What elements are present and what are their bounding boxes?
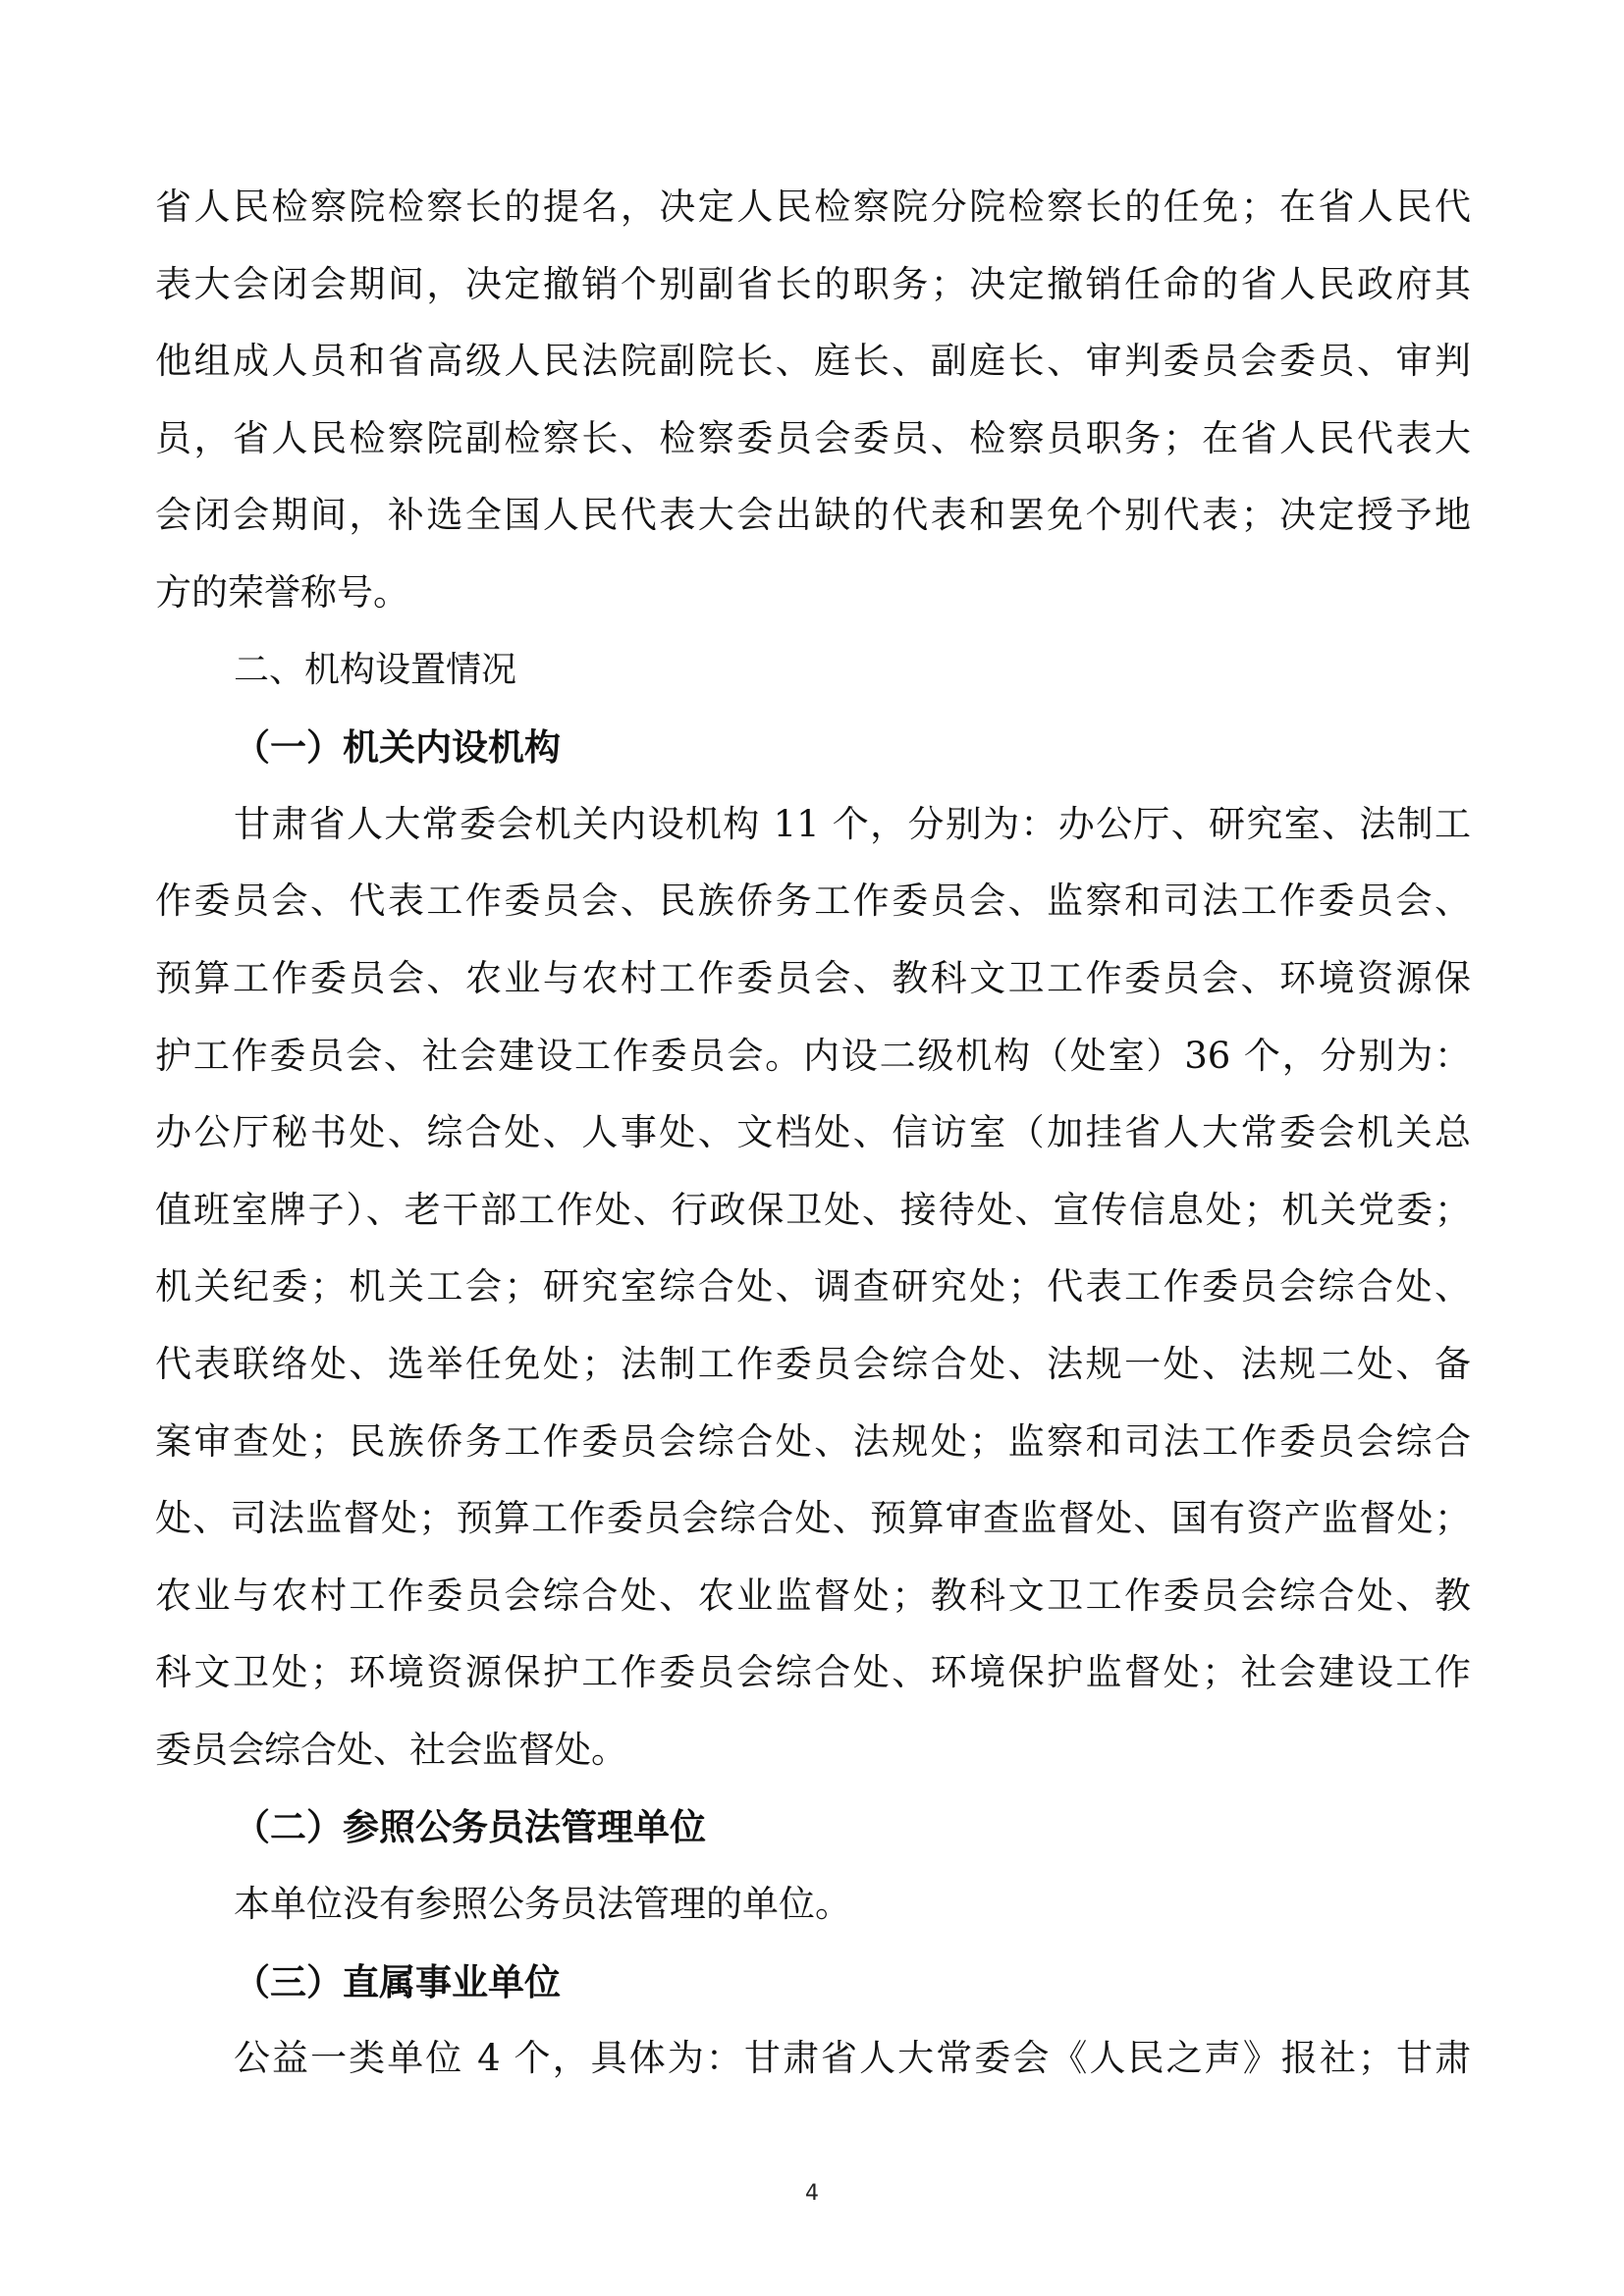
subsection-title-internal-bodies: （一）机关内设机构	[234, 725, 561, 770]
paragraph-line: 科文卫处；环境资源保护工作委员会综合处、环境保护监督处；社会建设工作	[155, 1651, 1471, 1694]
continued-paragraph	[155, 169, 1471, 632]
paragraph-line: 案审查处；民族侨务工作委员会综合处、法规处；监察和司法工作委员会综合	[155, 1419, 1471, 1463]
paragraph-line: 表大会闭会期间，决定撤销个别副省长的职务；决定撤销任命的省人民政府其	[155, 262, 1471, 305]
paragraph-line: 会闭会期间，补选全国人民代表大会出缺的代表和罢免个别代表；决定授予地	[155, 494, 1471, 537]
paragraph-line: 甘肃省人大常委会机关内设机构 11 个，分别为：办公厅、研究室、法制工	[234, 802, 1471, 845]
paragraph-line: 省人民检察院检察长的提名，决定人民检察院分院检察长的任免；在省人民代	[155, 186, 1471, 228]
paragraph-line: 代表联络处、选举任免处；法制工作委员会综合处、法规一处、法规二处、备	[155, 1342, 1471, 1385]
paragraph-line: 他组成人员和省高级人民法院副院长、庭长、副庭长、审判委员会委员、审判	[155, 340, 1471, 383]
paragraph-line: 方的荣誉称号。	[155, 570, 409, 614]
paragraph-line: 预算工作委员会、农业与农村工作委员会、教科文卫工作委员会、环境资源保	[155, 956, 1471, 999]
paragraph-line: 护工作委员会、社会建设工作委员会。内设二级机构（处室）36 个，分别为：	[155, 1034, 1471, 1077]
paragraph-line: 员，省人民检察院副检察长、检察委员会委员、检察员职务；在省人民代表大	[155, 416, 1471, 459]
civil-service-units-text: 本单位没有参照公务员法管理的单位。	[234, 1883, 851, 1926]
paragraph-line: 办公厅秘书处、综合处、人事处、文档处、信访室（加挂省人大常委会机关总	[155, 1111, 1471, 1154]
paragraph-line: 值班室牌子）、老干部工作处、行政保卫处、接待处、宣传信息处；机关党委；	[155, 1188, 1471, 1231]
paragraph-line: 农业与农村工作委员会综合处、农业监督处；教科文卫工作委员会综合处、教	[155, 1574, 1471, 1617]
public-institutions-text: 公益一类单位 4 个，具体为：甘肃省人大常委会《人民之声》报社；甘肃	[234, 2037, 1471, 2080]
page-body	[155, 169, 1471, 2098]
internal-bodies-paragraph	[155, 786, 1471, 1789]
subsection-title-civil-service-units: （二）参照公务员法管理单位	[234, 1805, 706, 1849]
page-number: 4	[805, 2181, 819, 2206]
paragraph-line: 机关纪委；机关工会；研究室综合处、调查研究处；代表工作委员会综合处、	[155, 1265, 1471, 1308]
paragraph-line: 委员会综合处、社会监督处。	[155, 1728, 627, 1771]
paragraph-line: 作委员会、代表工作委员会、民族侨务工作委员会、监察和司法工作委员会、	[155, 880, 1471, 923]
section-heading: 二、机构设置情况	[234, 649, 517, 690]
subsection-title-public-institutions: （三）直属事业单位	[234, 1959, 561, 2003]
paragraph-line: 处、司法监督处；预算工作委员会综合处、预算审查监督处、国有资产监督处；	[155, 1497, 1471, 1540]
